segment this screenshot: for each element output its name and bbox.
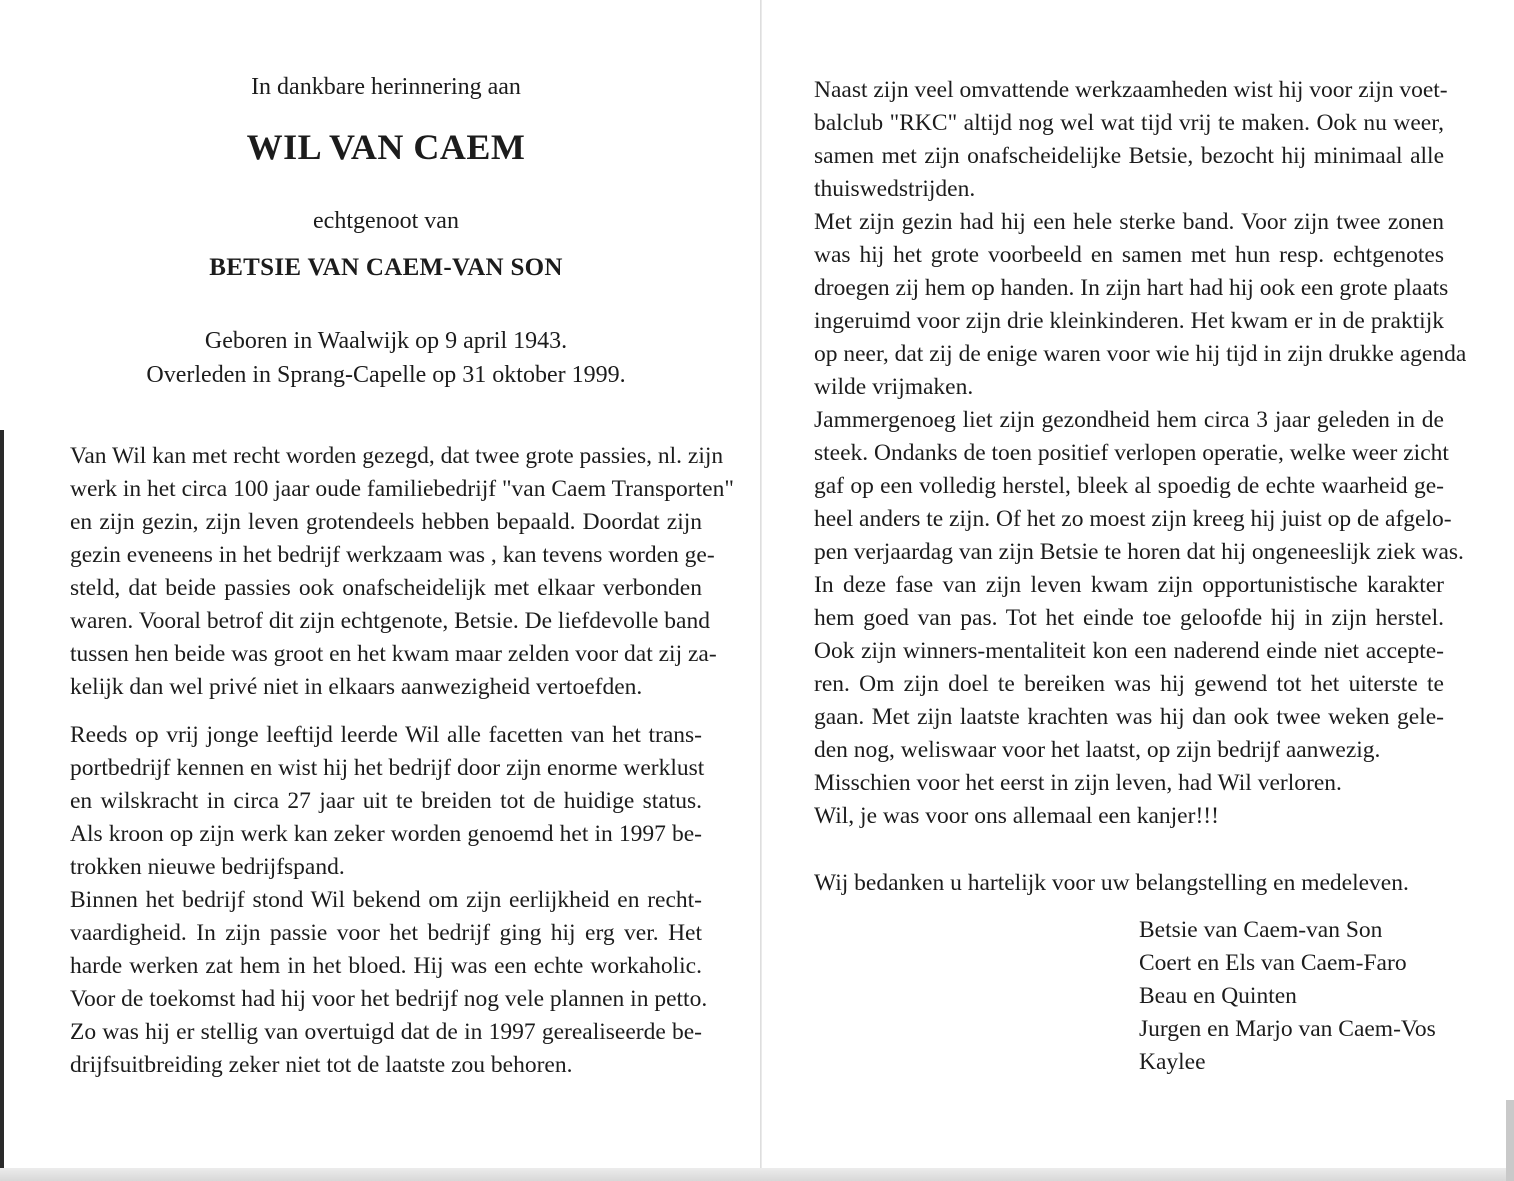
text-line: en zijn gezin, zijn leven grotendeels hebben bepaald. Doordat zijn [70, 509, 702, 535]
text-line: drijfsuitbreiding zeker niet tot de laatste zou behoren. [70, 1052, 573, 1078]
text-line: Met zijn gezin had hij een hele sterke band. Voor zijn twee zonen [814, 209, 1444, 235]
signer-name: Coert en Els van Caem-Faro [1139, 950, 1407, 976]
text-line: ingeruimd voor zijn drie kleinkinderen. Het kwam er in de praktijk [814, 308, 1444, 334]
text-line: Reeds op vrij jonge leeftijd leerde Wil alle facetten van het trans- [70, 722, 702, 748]
text-line: samen met zijn onafscheidelijke Betsie, bezocht hij minimaal alle [814, 143, 1444, 169]
text-line: Misschien voor het eerst in zijn leven, had Wil verloren. [814, 770, 1342, 796]
text-line: heel anders te zijn. Of het zo moest zijn kreeg hij juist op de afgelo- [814, 506, 1452, 532]
death-line: Overleden in Sprang-Capelle op 31 oktober 1999. [146, 362, 626, 388]
text-line: wilde vrijmaken. [814, 374, 974, 400]
text-line: portbedrijf kennen en wist hij het bedrijf door zijn enorme werklust [70, 755, 705, 781]
deceased-name: WIL VAN CAEM [246, 127, 526, 167]
text-line: werk in het circa 100 jaar oude familiebedrijf "van Caem Transporten" [70, 476, 734, 502]
biography-paragraph-3 [814, 74, 1467, 833]
text-line: In deze fase van zijn leven kwam zijn opportunistische karakter [814, 572, 1444, 598]
birth-line: Geboren in Waalwijk op 9 april 1943. [204, 328, 568, 354]
spouse-name: BETSIE VAN CAEM-VAN SON [209, 254, 563, 281]
scan-edge-bottom [0, 1168, 1514, 1181]
scan-edge-left [0, 430, 4, 1181]
spouse-label: echtgenoot van [313, 208, 459, 234]
text-line: Ook zijn winners-mentaliteit kon een naderend einde niet accepte- [814, 638, 1444, 664]
text-line: hem goed van pas. Tot het einde toe geloofde hij in zijn herstel. [814, 605, 1444, 631]
text-line: steld, dat beide passies ook onafscheidelijk met elkaar verbonden [70, 575, 702, 601]
text-line: balclub "RKC" altijd nog wel wat tijd vrij te maken. Ook nu weer, [814, 110, 1444, 136]
text-line: Naast zijn veel omvattende werkzaamheden wist hij voor zijn voet- [814, 77, 1448, 103]
text-line: kelijk dan wel privé niet in elkaars aanwezigheid vertoefden. [70, 674, 643, 700]
text-line: pen verjaardag van zijn Betsie te horen dat hij ongeneeslijk ziek was. [814, 539, 1464, 565]
life-dates [70, 324, 702, 392]
biography-paragraph-1 [70, 440, 734, 704]
text-line: Zo was hij er stellig van overtuigd dat de in 1997 gerealiseerde be- [70, 1019, 702, 1045]
text-line: harde werken zat hem in het bloed. Hij was een echte workaholic. [70, 953, 702, 979]
text-line: gaan. Met zijn laatste krachten was hij dan ook twee weken gele- [814, 704, 1444, 730]
text-line: trokken nieuwe bedrijfspand. [70, 854, 345, 880]
text-line: Jammergenoeg liet zijn gezondheid hem circa 3 jaar geleden in de [814, 407, 1444, 433]
text-line: Voor de toekomst had hij voor het bedrijf nog vele plannen in petto. [70, 986, 708, 1012]
text-line: den nog, weliswaar voor het laatst, op zijn bedrijf aanwezig. [814, 737, 1381, 763]
text-line: gaf op een volledig herstel, bleek al spoedig de echte waarheid ge- [814, 473, 1444, 499]
scan-edge-right [1506, 1100, 1514, 1181]
thanks-line: Wij bedanken u hartelijk voor uw belangstelling en medeleven. [814, 870, 1409, 896]
text-line: op neer, dat zij de enige waren voor wie hij tijd in zijn drukke agenda [814, 341, 1467, 367]
text-line: droegen zij hem op handen. In zijn hart had hij ook een grote plaats [814, 275, 1449, 301]
signers-list [1139, 914, 1459, 1079]
text-line: ren. Om zijn doel te bereiken was hij gewend tot het uiterste te [814, 671, 1444, 697]
text-line: vaardigheid. In zijn passie voor het bedrijf ging hij erg ver. Het [70, 920, 702, 946]
text-line: was hij het grote voorbeeld en samen met hun resp. echtgenotes [814, 242, 1444, 268]
text-line: en wilskracht in circa 27 jaar uit te breiden tot de huidige status. [70, 788, 702, 814]
text-line: Binnen het bedrijf stond Wil bekend om zijn eerlijkheid en recht- [70, 887, 702, 913]
signer-name: Beau en Quinten [1139, 983, 1297, 1009]
text-line: waren. Vooral betrof dit zijn echtgenote, Betsie. De liefdevolle band [70, 608, 710, 634]
card-fold-line [760, 0, 762, 1181]
text-line: tussen hen beide was groot en het kwam maar zelden voor dat zij za- [70, 641, 717, 667]
text-line: Als kroon op zijn werk kan zeker worden genoemd het in 1997 be- [70, 821, 702, 847]
signer-name: Jurgen en Marjo van Caem-Vos [1139, 1016, 1436, 1042]
text-line: thuiswedstrijden. [814, 176, 976, 202]
text-line: Van Wil kan met recht worden gezegd, dat twee grote passies, nl. zijn [70, 443, 724, 469]
text-line: steek. Ondanks de toen positief verlopen operatie, welke weer zicht [814, 440, 1449, 466]
signer-name: Betsie van Caem-van Son [1139, 917, 1383, 943]
text-line: gezin eveneens in het bedrijf werkzaam was , kan tevens worden ge- [70, 542, 715, 568]
signer-name: Kaylee [1139, 1049, 1206, 1075]
intro-text: In dankbare herinnering aan [251, 74, 521, 100]
text-line: Wil, je was voor ons allemaal een kanjer!!! [814, 803, 1219, 829]
biography-paragraph-2 [70, 719, 708, 1082]
